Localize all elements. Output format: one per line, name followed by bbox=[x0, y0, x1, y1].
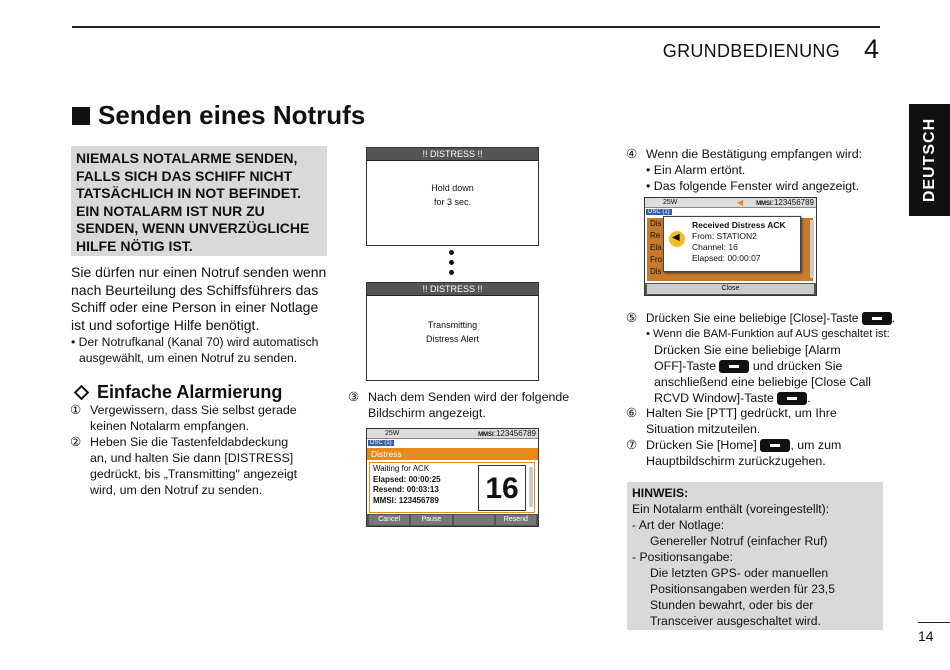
dsc-row bbox=[367, 439, 538, 448]
step-text: keinen Notalarm empfangen. bbox=[90, 419, 250, 433]
step-text: an, und halten Sie dann [DISTRESS] bbox=[90, 451, 294, 465]
power-level: 25W bbox=[663, 199, 678, 206]
continuation-dot bbox=[449, 270, 454, 275]
intro-line: Schiff oder eine Person in einer Notlage bbox=[71, 299, 319, 316]
step-text: Drücken Sie eine beliebige [Close]-Taste bbox=[646, 311, 859, 325]
step-text: RCVD Window]-Taste bbox=[654, 391, 774, 405]
step-text: Heben Sie die Tastenfeldabdeckung bbox=[90, 435, 289, 449]
continuation-dot bbox=[449, 250, 454, 255]
step-4 bbox=[626, 146, 886, 194]
mmsi-label: MMSI bbox=[756, 201, 772, 207]
step-2 bbox=[70, 434, 332, 498]
step-number: ③ bbox=[348, 390, 360, 404]
intro-note-line: ausgewählt, um einen Notruf zu senden. bbox=[79, 351, 298, 365]
step-3 bbox=[348, 389, 588, 421]
intro-paragraph bbox=[71, 264, 333, 334]
screen-waiting-ack bbox=[366, 428, 539, 527]
cancel-button[interactable]: Cancel bbox=[369, 515, 409, 525]
distress-panel bbox=[369, 462, 535, 513]
mmsi-value: :123456789 bbox=[493, 429, 536, 438]
mmsi-display bbox=[756, 198, 814, 207]
ack-popup bbox=[663, 216, 801, 272]
note-box bbox=[627, 482, 883, 630]
header-rule bbox=[72, 26, 880, 28]
continuation-dot bbox=[449, 260, 454, 265]
screen-header: !! DISTRESS !! bbox=[367, 283, 538, 296]
step-text: und drücken Sie bbox=[752, 359, 843, 373]
step-text: Bildschirm angezeigt. bbox=[368, 406, 486, 420]
alert-speaker-icon: ◀ bbox=[669, 231, 685, 247]
language-tab bbox=[909, 104, 950, 216]
step-text: OFF]-Taste bbox=[654, 359, 716, 373]
note-line: Genereller Notruf (einfacher Ruf) bbox=[650, 534, 828, 548]
intro-note bbox=[71, 334, 333, 366]
note-line: Transceiver ausgeschaltet wird. bbox=[650, 614, 821, 628]
note-line: Ein Notalarm enthält (voreingestellt): bbox=[632, 502, 830, 516]
resend-button[interactable]: Resend bbox=[496, 515, 536, 525]
warning-box: NIEMALS NOTALARME SENDEN, FALLS SICH DAS SCHIFF NICHT TATSÄCHLICH IN NOT BEFINDET. EIN NOTALARM IST NUR ZU SENDEN, WENN UNVERZÜGLICHE HILFE NÖTIG IST. bbox=[71, 146, 327, 256]
screen-body bbox=[367, 181, 538, 209]
mmsi-label: MMSI bbox=[478, 432, 494, 438]
screen-hold-down bbox=[366, 147, 539, 246]
intro-line: ist und sofortige Hilfe benötigt. bbox=[71, 316, 260, 333]
waiting-text: Waiting for ACK bbox=[373, 464, 430, 473]
channel-display: 16 bbox=[478, 465, 526, 511]
scrollbar bbox=[529, 467, 533, 507]
step-text: gedrückt, bis „Transmitting" angezeigt bbox=[90, 467, 298, 481]
square-bullet-icon bbox=[72, 107, 90, 125]
close-button[interactable]: Close bbox=[647, 284, 814, 294]
step-number: ⑥ bbox=[626, 406, 638, 420]
speaker-indicator-icon: ◀ bbox=[737, 198, 744, 207]
step-bullet: • Ein Alarm ertönt. bbox=[646, 163, 746, 177]
screen-status-bar bbox=[645, 198, 816, 208]
ack-title: Received Distress ACK bbox=[692, 220, 786, 230]
screen-received-ack bbox=[644, 197, 817, 296]
note-title: HINWEIS: bbox=[632, 486, 689, 500]
scrollbar bbox=[810, 220, 814, 278]
note-line: - Art der Notlage: bbox=[632, 518, 725, 532]
screen-line: for 3 sec. bbox=[433, 197, 471, 207]
note-line: Positionsangaben werden für 23,5 bbox=[650, 582, 835, 596]
bg-label: Dis bbox=[650, 219, 662, 228]
note-line: Stunden bewahrt, oder bis der bbox=[650, 598, 814, 612]
intro-line: Sie dürfen nur einen Notruf senden wenn bbox=[71, 264, 327, 280]
ack-from: From: STATION2 bbox=[692, 231, 757, 241]
ack-channel: Channel: 16 bbox=[692, 242, 738, 252]
step-text: , um zum bbox=[790, 438, 842, 452]
step-1 bbox=[70, 402, 332, 434]
step-bullet: • Das folgende Fenster wird angezeigt. bbox=[646, 179, 860, 193]
softkey-bar bbox=[367, 514, 538, 526]
step-text: Nach dem Senden wird der folgende bbox=[368, 390, 570, 404]
steps-left bbox=[70, 402, 332, 498]
subheading bbox=[72, 382, 282, 403]
step-5-continuation: Drücken Sie eine beliebige [Alarm OFF]-Taste und drücken Sie anschließend eine beliebige [Close Call RCVD Window]-Taste . bbox=[646, 342, 895, 406]
step-text: Drücken Sie eine beliebige [Alarm bbox=[654, 343, 841, 357]
dsc-badge: DSC (1) bbox=[370, 440, 392, 446]
note-line: - Positionsangabe: bbox=[632, 550, 733, 564]
intro-note-line: • Der Notrufkanal (Kanal 70) wird automatisch bbox=[71, 335, 319, 349]
step-6 bbox=[626, 405, 886, 437]
main-heading bbox=[72, 100, 365, 131]
bg-label: Dis bbox=[650, 267, 662, 276]
step-number: ① bbox=[70, 403, 82, 417]
softkey-icon bbox=[719, 360, 749, 373]
screen-line: Hold down bbox=[431, 183, 474, 193]
screen-status-bar bbox=[367, 429, 538, 439]
bg-label: Fro bbox=[650, 255, 662, 264]
mmsi-value: :123456789 bbox=[771, 198, 814, 207]
step-number: ④ bbox=[626, 147, 638, 161]
step-text: wird, um den Notruf zu senden. bbox=[90, 483, 263, 497]
main-heading-text: Senden eines Notrufs bbox=[98, 100, 366, 130]
page-number: 14 bbox=[918, 628, 934, 644]
page-number-rule bbox=[918, 622, 950, 623]
ack-elapsed: Elapsed: 00:00:07 bbox=[692, 253, 761, 263]
mmsi-display bbox=[478, 429, 536, 438]
elapsed-text: Elapsed: 00:00:25 bbox=[373, 474, 441, 484]
step-text: Wenn die Bestätigung empfangen wird: bbox=[646, 147, 863, 161]
step-text: Halten Sie [PTT] gedrückt, um Ihre bbox=[646, 406, 837, 420]
step-7 bbox=[626, 437, 886, 469]
pause-button[interactable]: Pause bbox=[411, 515, 451, 525]
subheading-text: Einfache Alarmierung bbox=[97, 382, 283, 402]
step-text: Hauptbildschirm zurückzugehen. bbox=[646, 454, 826, 468]
distress-title-bar: Distress bbox=[367, 448, 538, 460]
step-bullet: • Wenn die BAM-Funktion auf AUS geschaltet ist: bbox=[646, 328, 890, 340]
diamond-icon bbox=[74, 385, 90, 401]
softkey-bar bbox=[645, 283, 816, 295]
section-title: GRUNDBEDIENUNG bbox=[662, 41, 840, 61]
screen-line: Transmitting bbox=[427, 320, 478, 330]
step-text: Drücken Sie [Home] bbox=[646, 438, 757, 452]
language-tab-label: DEUTSCH bbox=[920, 117, 938, 203]
resend-text: Resend: 00:03:13 bbox=[373, 485, 439, 494]
dsc-badge: DSC (1) bbox=[648, 209, 670, 215]
screen-transmitting bbox=[366, 282, 539, 381]
mmsi-text: MMSI: 123456789 bbox=[373, 495, 439, 505]
softkey-icon bbox=[760, 439, 790, 452]
step-text: Vergewissern, dass Sie selbst gerade bbox=[90, 403, 297, 417]
bg-label: Re bbox=[650, 231, 661, 240]
empty-softkey bbox=[454, 515, 494, 525]
intro-line: nach Beurteilung des Schiffsführers das bbox=[71, 281, 319, 298]
screen-body bbox=[367, 318, 538, 346]
softkey-icon bbox=[777, 392, 807, 405]
step-text: Situation mitzuteilen. bbox=[646, 422, 761, 436]
bg-label: Ela bbox=[650, 243, 662, 252]
screen-line: Distress Alert bbox=[425, 334, 479, 344]
step-text: anschließend eine beliebige [Close Call bbox=[654, 375, 871, 389]
section-number: 4 bbox=[864, 34, 880, 64]
step-number: ② bbox=[70, 435, 82, 449]
note-line: Die letzten GPS- oder manuellen bbox=[650, 566, 829, 580]
step-number: ⑤ bbox=[626, 311, 638, 325]
step-number: ⑦ bbox=[626, 438, 638, 452]
ack-popup-content bbox=[692, 220, 786, 264]
step-5: ⑤ Drücken Sie eine beliebige [Close]-Taste . • Wenn die BAM-Funktion auf AUS geschaltet ist: Drücken Sie eine beliebige [Alarm OFF]-Taste und drücken Sie anschließend eine beliebige [Close Call RCVD Window]-Taste . bbox=[626, 311, 896, 405]
softkey-icon bbox=[862, 312, 892, 325]
power-level: 25W bbox=[385, 430, 400, 437]
screen-header: !! DISTRESS !! bbox=[367, 148, 538, 161]
